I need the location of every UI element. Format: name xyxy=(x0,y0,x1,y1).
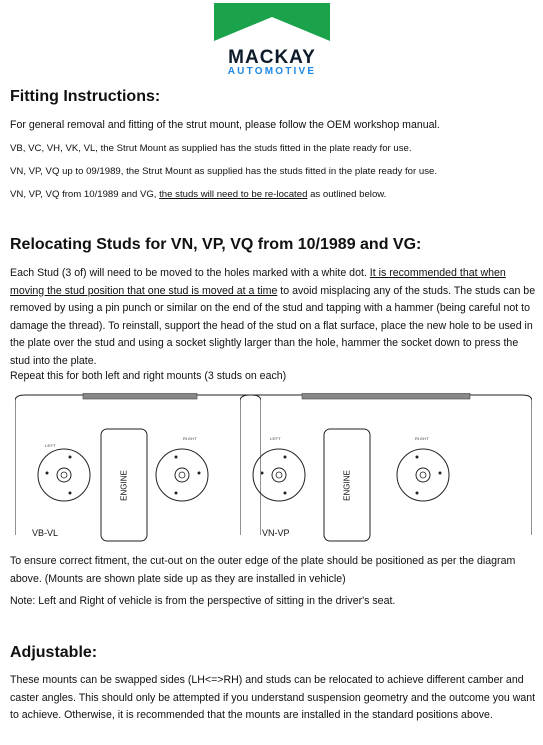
mount-diagram-drawing xyxy=(240,393,532,543)
engine-label: ENGINE xyxy=(119,470,129,501)
relocating-paragraph-2: Repeat this for both left and right mounts (3 studs on each) xyxy=(10,370,287,382)
relocating-p1-a: Each Stud (3 of) will need to be moved to the holes marked with a white dot. xyxy=(10,267,370,279)
right-label: RIGHT xyxy=(183,436,197,441)
engine-label: ENGINE xyxy=(342,470,352,501)
fitting-paragraph-3: VN, VP, VQ up to 09/1989, the Strut Mount as supplied has the studs fitted in the plate ready for use. xyxy=(10,166,438,177)
relocating-paragraph-1 xyxy=(10,265,536,370)
fitting-heading: Fitting Instructions: xyxy=(10,88,161,105)
fitment-paragraph: To ensure correct fitment, the cut-out on the outer edge of the plate should be positioned as per the diagram above. (Mounts are shown plate side up as they are installed in vehicle) xyxy=(10,555,516,585)
fitting-p4-post: as outlined below. xyxy=(307,189,387,200)
mount-diagram-vn-vp xyxy=(240,393,532,543)
fitting-paragraph-2: VB, VC, VH, VK, VL, the Strut Mount as supplied has the studs fitted in the plate ready for use. xyxy=(10,143,412,154)
brand-name: MACKAY xyxy=(228,47,316,68)
relocating-p1-underlined: It is recommended that when moving the stud position that one stud is moved at a time xyxy=(10,267,506,297)
diagram-label: VN-VP xyxy=(262,528,290,538)
relocating-p1-b: to avoid misplacing any of the studs. The studs can be removed by using a pin punch or similar on the end of the stud and tapping with a hammer (being careful not to damage the thread). To reinstall, support the head of the stud on a flat surface, place the new hole to be used in the plate over the stud and using a socket slightly larger than the hole, hammer the socket down to press the stud into the plate. xyxy=(10,284,536,367)
fitting-p4-pre: VN, VP, VQ from 10/1989 and VG, xyxy=(10,189,160,200)
note-paragraph: Note: Left and Right of vehicle is from the perspective of sitting in the driver's seat. xyxy=(10,595,396,607)
mount-diagram-vb-vl xyxy=(15,393,261,543)
relocating-heading: Relocating Studs for VN, VP, VQ from 10/1989 and VG: xyxy=(10,236,422,253)
right-label: RIGHT xyxy=(415,436,429,441)
mount-diagram-drawing xyxy=(15,393,261,543)
left-label: LEFT xyxy=(45,443,56,448)
relocate-studs-link: the studs will need to be re-located xyxy=(159,189,308,200)
brand-subtitle: AUTOMOTIVE xyxy=(227,66,317,77)
adjustable-paragraph: These mounts can be swapped sides (LH<=>RH) and studs can be relocated to achieve different camber and caster angles. This should only be attempted if you understand suspension geometry and the outcome you want to achieve. Otherwise, it is recommended that the mounts are installed in the standard positions above. xyxy=(10,674,536,721)
diagram-label: VB-VL xyxy=(32,528,59,538)
fitting-paragraph-1: For general removal and fitting of the strut mount, please follow the OEM workshop manual. xyxy=(10,119,440,131)
fitting-paragraph-4 xyxy=(10,186,536,204)
left-label: LEFT xyxy=(270,436,281,441)
adjustable-heading: Adjustable: xyxy=(10,644,98,661)
